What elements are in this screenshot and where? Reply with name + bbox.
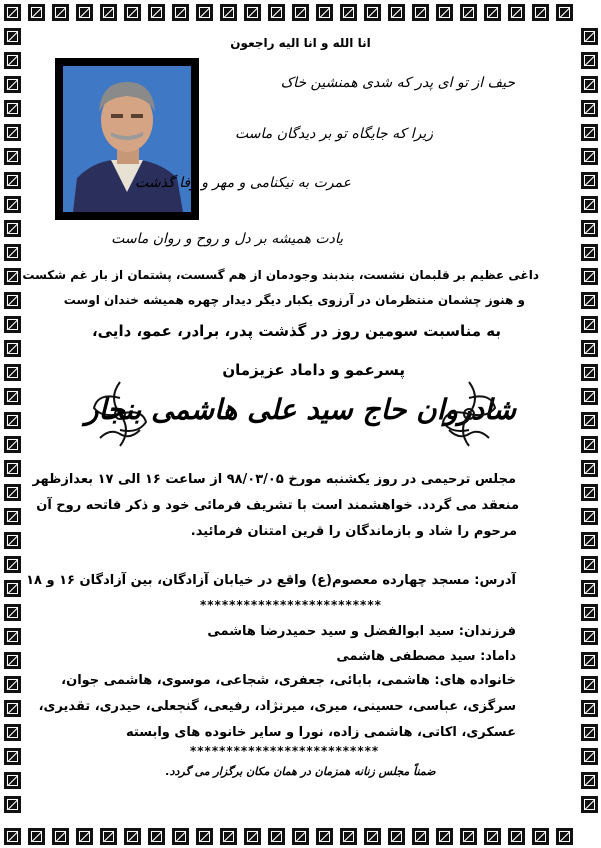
diamond-tile-icon	[388, 828, 405, 845]
diamond-tile-icon	[532, 828, 549, 845]
separator-stars-1: *************************	[200, 598, 382, 612]
diamond-tile-icon	[4, 172, 21, 189]
diamond-tile-icon	[340, 4, 357, 21]
diamond-tile-icon	[436, 828, 453, 845]
diamond-tile-icon	[340, 828, 357, 845]
diamond-tile-icon	[581, 652, 598, 669]
diamond-tile-icon	[581, 76, 598, 93]
deceased-name: شادروان حاج سید علی هاشمی بنجار	[84, 393, 517, 426]
diamond-tile-icon	[581, 268, 598, 285]
diamond-tile-icon	[172, 828, 189, 845]
diamond-tile-icon	[581, 340, 598, 357]
diamond-tile-icon	[124, 4, 141, 21]
poem-line-4: یادت همیشه بر دل و روح و روان ماست	[111, 231, 343, 247]
diamond-tile-icon	[412, 828, 429, 845]
diamond-tile-icon	[4, 532, 21, 549]
diamond-tile-icon	[581, 796, 598, 813]
diamond-tile-icon	[76, 4, 93, 21]
separator-stars-2: **************************	[190, 744, 380, 758]
diamond-tile-icon	[76, 828, 93, 845]
diamond-tile-icon	[4, 244, 21, 261]
diamond-tile-icon	[581, 436, 598, 453]
diamond-tile-icon	[581, 124, 598, 141]
families-line-1: خانواده های: هاشمی، بابائی، جعفری، شجاعی، موسوی، هاشمی جوان،	[61, 673, 516, 688]
occasion-line-2: پسرعمو و داماد عزیزمان	[222, 361, 405, 379]
poem-line-2: زیرا که جایگاه تو بر دیدگان ماست	[235, 126, 433, 142]
diamond-tile-icon	[4, 676, 21, 693]
diamond-tile-icon	[581, 724, 598, 741]
ceremony-line-2: منعقد می گردد. خواهشمند است با تشریف فرمائی خود و ذکر فاتحه روح آن	[36, 498, 519, 513]
diamond-tile-icon	[4, 292, 21, 309]
diamond-tile-icon	[460, 4, 477, 21]
diamond-tile-icon	[581, 52, 598, 69]
diamond-tile-icon	[581, 292, 598, 309]
diamond-tile-icon	[581, 460, 598, 477]
diamond-tile-icon	[148, 4, 165, 21]
son-in-law-name: داماد: سید مصطفی هاشمی	[336, 649, 516, 664]
diamond-tile-icon	[196, 828, 213, 845]
diamond-tile-icon	[581, 628, 598, 645]
diamond-tile-icon	[4, 580, 21, 597]
diamond-tile-icon	[148, 828, 165, 845]
diamond-tile-icon	[28, 828, 45, 845]
diamond-tile-icon	[581, 148, 598, 165]
diamond-tile-icon	[316, 4, 333, 21]
diamond-tile-icon	[4, 76, 21, 93]
diamond-tile-icon	[28, 4, 45, 21]
diamond-tile-icon	[581, 196, 598, 213]
intro-line-2: و هنوز چشمان منتظرمان در آرزوی یکبار دیگر دیدار چهره همیشه خندان اوست	[63, 293, 525, 307]
diamond-tile-icon	[4, 828, 21, 845]
diamond-tile-icon	[581, 580, 598, 597]
diamond-tile-icon	[532, 4, 549, 21]
diamond-tile-icon	[556, 828, 573, 845]
diamond-tile-icon	[292, 4, 309, 21]
diamond-tile-icon	[581, 700, 598, 717]
diamond-tile-icon	[4, 148, 21, 165]
diamond-tile-icon	[4, 724, 21, 741]
diamond-tile-icon	[581, 748, 598, 765]
diamond-tile-icon	[581, 244, 598, 261]
diamond-tile-icon	[581, 556, 598, 573]
diamond-tile-icon	[581, 484, 598, 501]
diamond-tile-icon	[4, 268, 21, 285]
diamond-tile-icon	[4, 556, 21, 573]
families-line-2: سرگزی، عباسی، حسینی، میری، میرنژاد، رفیعی، گنجعلی، حیدری، تقدیری،	[38, 699, 516, 714]
diamond-tile-icon	[556, 4, 573, 21]
diamond-tile-icon	[172, 4, 189, 21]
diamond-tile-icon	[484, 4, 501, 21]
portrait-frame	[55, 58, 199, 220]
ceremony-line-1: مجلس ترحیمی در روز یکشنبه مورخ ۹۸/۰۳/۰۵ از ساعت ۱۶ الی ۱۷ بعدازظهر	[32, 472, 516, 487]
diamond-tile-icon	[4, 124, 21, 141]
diamond-tile-icon	[581, 604, 598, 621]
diamond-tile-icon	[436, 4, 453, 21]
diamond-tile-icon	[4, 484, 21, 501]
quran-verse: انا الله و انا الیه راجعون	[230, 36, 371, 50]
ceremony-address: آدرس: مسجد چهارده معصوم(ع) واقع در خیابان آزادگان، بین آزادگان ۱۶ و ۱۸	[26, 573, 516, 588]
diamond-tile-icon	[484, 828, 501, 845]
diamond-tile-icon	[4, 628, 21, 645]
occasion-line-1: به مناسبت سومین روز در گذشت پدر، برادر، عمو، دایی،	[91, 322, 501, 340]
diamond-tile-icon	[388, 4, 405, 21]
diamond-tile-icon	[100, 4, 117, 21]
diamond-tile-icon	[316, 828, 333, 845]
diamond-tile-icon	[4, 748, 21, 765]
diamond-tile-icon	[124, 828, 141, 845]
diamond-tile-icon	[4, 196, 21, 213]
diamond-tile-icon	[4, 508, 21, 525]
diamond-tile-icon	[268, 828, 285, 845]
diamond-tile-icon	[508, 828, 525, 845]
diamond-tile-icon	[508, 4, 525, 21]
diamond-tile-icon	[4, 604, 21, 621]
diamond-tile-icon	[460, 828, 477, 845]
poem-line-1: حیف از تو ای پدر که شدی همنشین خاک	[280, 75, 515, 91]
diamond-tile-icon	[4, 4, 21, 21]
diamond-tile-icon	[4, 364, 21, 381]
diamond-tile-icon	[364, 4, 381, 21]
intro-line-1: داغی عظیم بر قلبمان نشست، بندبند وجودمان از هم گسست، پشتمان از بار غم شکست	[22, 268, 539, 282]
diamond-tile-icon	[292, 828, 309, 845]
diamond-tile-icon	[4, 436, 21, 453]
diamond-tile-icon	[581, 220, 598, 237]
women-ceremony-note: ضمناً مجلس زنانه همزمان در همان مکان برگزار می گردد.	[165, 765, 436, 778]
floral-ornament-icon	[437, 378, 501, 450]
diamond-tile-icon	[52, 4, 69, 21]
diamond-tile-icon	[4, 316, 21, 333]
diamond-tile-icon	[412, 4, 429, 21]
diamond-tile-icon	[581, 676, 598, 693]
diamond-tile-icon	[4, 52, 21, 69]
diamond-tile-icon	[100, 828, 117, 845]
diamond-tile-icon	[52, 828, 69, 845]
poem-line-3: عمرت به نیکنامی و مهر و وفا گذشت	[135, 175, 351, 191]
border-bottom	[0, 824, 601, 848]
diamond-tile-icon	[581, 532, 598, 549]
diamond-tile-icon	[268, 4, 285, 21]
diamond-tile-icon	[4, 460, 21, 477]
diamond-tile-icon	[4, 220, 21, 237]
diamond-tile-icon	[196, 4, 213, 21]
diamond-tile-icon	[4, 100, 21, 117]
border-top	[0, 0, 601, 24]
diamond-tile-icon	[244, 4, 261, 21]
diamond-tile-icon	[220, 828, 237, 845]
diamond-tile-icon	[581, 100, 598, 117]
diamond-tile-icon	[364, 828, 381, 845]
diamond-tile-icon	[4, 796, 21, 813]
ceremony-line-3: مرحوم را شاد و بازماندگان را قرین امتنان فرمائید.	[190, 524, 517, 539]
children-names: فرزندان: سید ابوالفضل و سید حمیدرضا هاشمی	[207, 624, 516, 639]
families-line-3: عسکری، اکاتی، هاشمی زاده، نورا و سایر خانوده های وابسته	[126, 725, 516, 740]
diamond-tile-icon	[4, 700, 21, 717]
diamond-tile-icon	[581, 508, 598, 525]
diamond-tile-icon	[581, 364, 598, 381]
diamond-tile-icon	[244, 828, 261, 845]
diamond-tile-icon	[4, 652, 21, 669]
diamond-tile-icon	[581, 316, 598, 333]
diamond-tile-icon	[581, 172, 598, 189]
diamond-tile-icon	[220, 4, 237, 21]
diamond-tile-icon	[4, 340, 21, 357]
